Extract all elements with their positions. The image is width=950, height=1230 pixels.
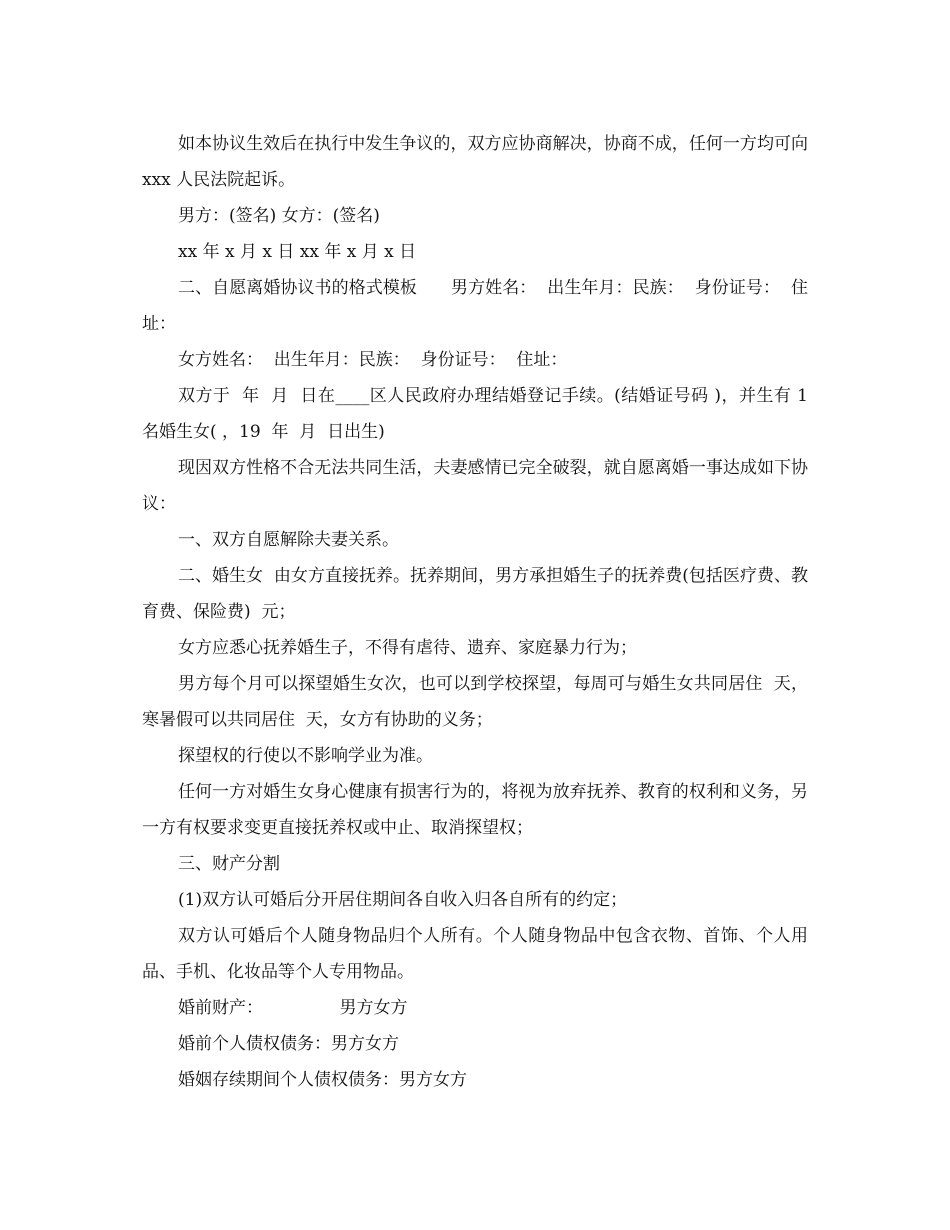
paragraph-dispute-resolution: 如本协议生效后在执行中发生争议的，双方应协商解决，协商不成，任何一方均可向 xxx 人民法院起诉。 [142,134,814,190]
paragraph-custody-change: 任何一方对婚生女身心健康有损害行为的，将视为放弃抚养、教育的权利和义务，另一方有权要求变更直接抚养权或中止、取消探望权； [142,782,808,838]
paragraph-dates: xx 年 x 月 x 日 xx 年 x 月 x 日 [178,242,417,262]
paragraph-signatures: 男方：(签名) 女方：(签名) [178,206,380,226]
paragraph-female-obligation: 女方应悉心抚养婚生子，不得有虐待、遗弃、家庭暴力行为； [178,638,637,658]
paragraph-personal-items: 双方认可婚后个人随身物品归个人所有。个人随身物品中包含衣物、首饰、个人用品、手机、化妆品等个人专用物品。 [142,926,808,982]
paragraph-template-heading-male-info: 二、自愿离婚协议书的格式模板 男方姓名： 出生年月：民族： 身份证号： 住址： [142,278,808,334]
paragraph-clause-three-heading: 三、财产分割 [178,854,280,874]
paragraph-marriage-registration: 双方于 年 月 日在____区人民政府办理结婚登记手续。(结婚证号码 )，并生有 1 名婚生女( ，19 年 月 日出生) [142,386,814,442]
paragraph-divorce-reason: 现因双方性格不合无法共同生活，夫妻感情已完全破裂，就自愿离婚一事达成如下协议： [142,458,808,514]
paragraph-income-agreement: (1)双方认可婚后分开居住期间各自收入归各自所有的约定； [178,890,628,910]
paragraph-visitation-condition: 探望权的行使以不影响学业为准。 [178,746,433,766]
paragraph-premarital-property: 婚前财产： 男方女方 [178,998,408,1018]
paragraph-marital-debts: 婚姻存续期间个人债权债务：男方女方 [178,1070,467,1090]
paragraph-female-info: 女方姓名： 出生年月：民族： 身份证号： 住址： [178,350,568,370]
document-page [142,126,814,1098]
paragraph-clause-two-custody: 二、婚生女 由女方直接抚养。抚养期间，男方承担婚生子的抚养费(包括医疗费、教育费、保险费) 元； [142,566,808,622]
paragraph-visitation: 男方每个月可以探望婚生女次，也可以到学校探望，每周可与婚生女共同居住 天，寒暑假可以共同居住 天，女方有协助的义务； [142,674,808,730]
paragraph-clause-one: 一、双方自愿解除夫妻关系。 [178,530,399,550]
paragraph-premarital-debts: 婚前个人债权债务：男方女方 [178,1034,399,1054]
